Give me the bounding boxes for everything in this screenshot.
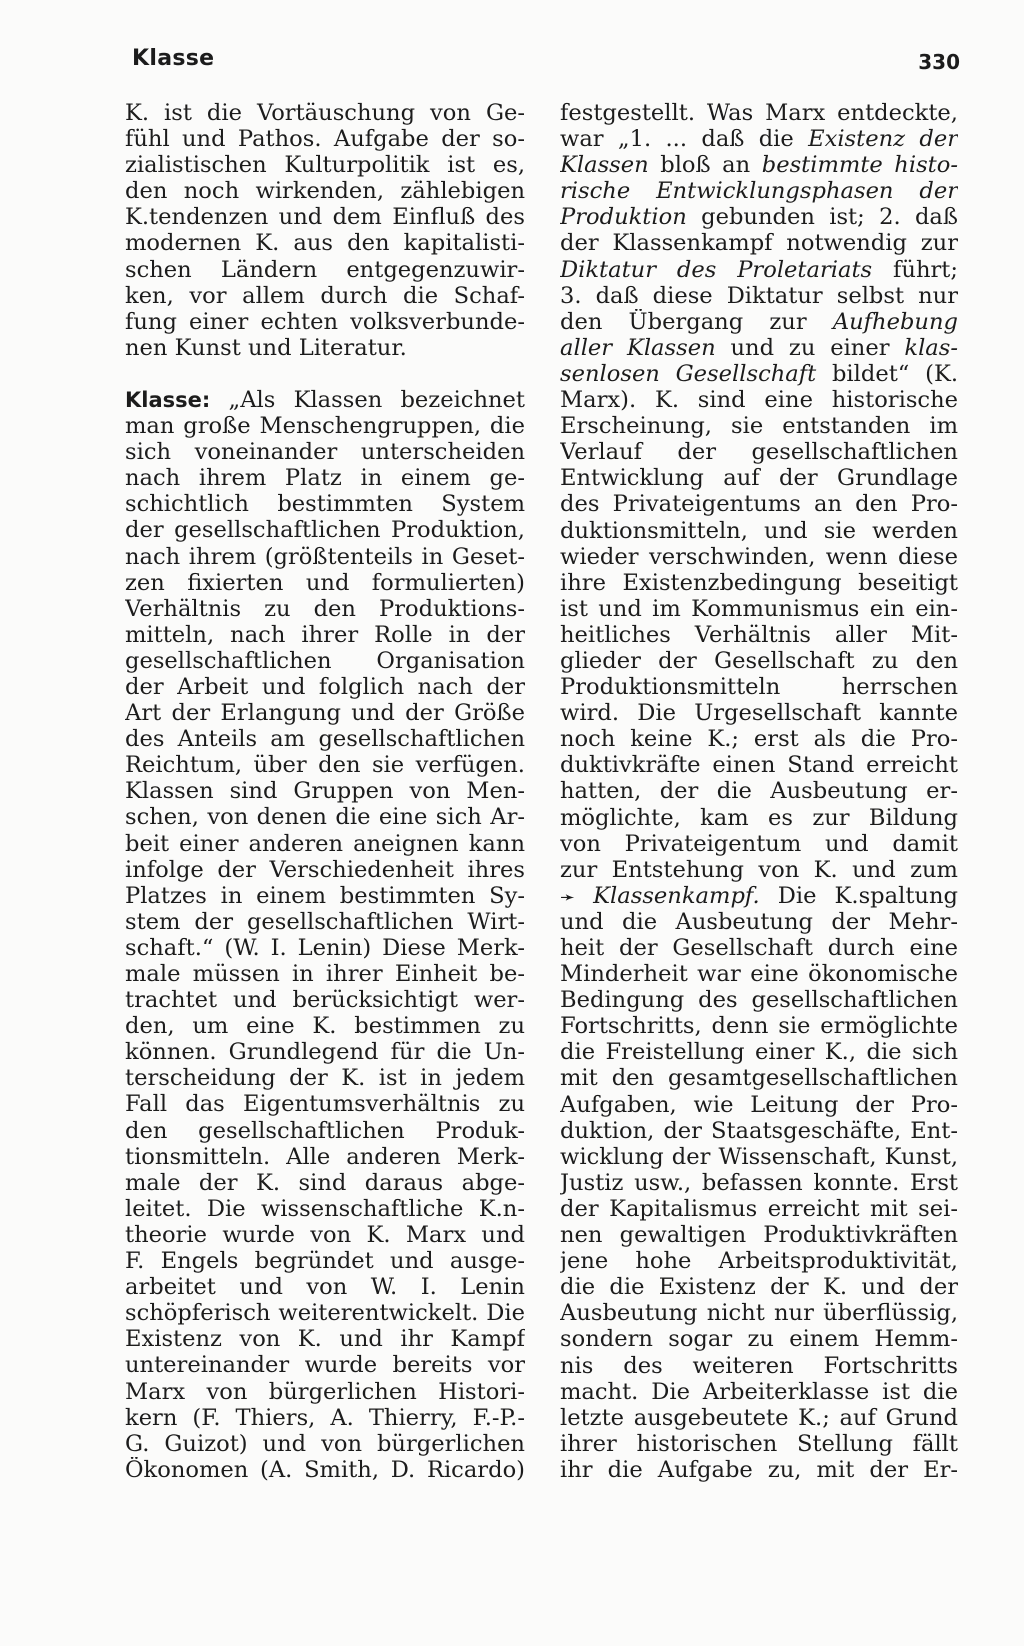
- text-line: der gesellschaftlichen Produktion,: [125, 517, 525, 544]
- italic-span: klas-: [904, 334, 958, 361]
- text-span: und zu einer: [730, 334, 890, 361]
- text-line: nach ihrem (größtenteils in Geset-: [125, 543, 525, 570]
- italic-span: Diktatur des Proletariats: [560, 256, 873, 283]
- text-line: Entwicklung auf der Grundlage: [560, 465, 958, 492]
- text-line: Justiz usw., befassen konnte. Erst: [560, 1169, 958, 1196]
- text-line: duktivkräfte einen Stand erreicht: [560, 752, 958, 779]
- text-line: des Privateigentums an den Pro-: [560, 491, 958, 518]
- text-line: ken, vor allem durch die Schaf-: [125, 282, 525, 309]
- text-line: rische Entwicklungsphasen der: [560, 178, 958, 205]
- text-line: fühl und Pathos. Aufgabe der so-: [125, 126, 525, 153]
- text-line: heit der Gesellschaft durch eine: [560, 935, 958, 961]
- italic-span: Produktion: [560, 204, 687, 231]
- text-line: Verlauf der gesellschaftlichen: [560, 439, 958, 466]
- text-line: mit den gesamtgesellschaftlichen: [560, 1065, 958, 1092]
- text-span: Die K.spaltung: [777, 882, 958, 909]
- text-span: den Übergang zur: [560, 308, 807, 335]
- text-line: Aufgaben, wie Leitung der Pro-: [560, 1091, 958, 1118]
- text-line: Existenz von K. und ihr Kampf: [125, 1326, 525, 1353]
- text-line: [560, 335, 958, 361]
- right-text-block-a: [560, 387, 958, 883]
- text-line: des Anteils am gesellschaftlichen: [125, 726, 525, 753]
- text-line: Fortschritts, denn sie ermöglichte: [560, 1013, 958, 1040]
- text-span: war „1. ... daß die: [560, 126, 794, 153]
- text-line: ihre Existenzbedingung beseitigt: [560, 569, 958, 596]
- text-line: ihrer historischen Stellung fällt: [560, 1430, 958, 1457]
- text-line: können. Grundlegend für die Un-: [125, 1039, 525, 1066]
- text-line: duktion, der Staatsgeschäfte, Ent-: [560, 1117, 958, 1144]
- text-line: Marx von bürgerlichen Histori-: [125, 1378, 525, 1405]
- text-span: bildet“ (K.: [831, 360, 958, 387]
- text-line: fung einer echten volksverbunde-: [125, 308, 525, 335]
- text-line: [560, 309, 958, 335]
- text-line: schen, von denen die eine sich Ar-: [125, 804, 525, 831]
- previous-entry-end: [125, 100, 525, 361]
- text-line: zen fixierten und formulierten): [125, 569, 525, 596]
- text-line: Platzes in einem bestimmten Sy-: [125, 882, 525, 909]
- text-line: hatten, der die Ausbeutung er-: [560, 778, 958, 805]
- text-line: schichtlich bestimmten System: [125, 491, 525, 518]
- text-line: nen Kunst und Literatur.: [125, 334, 407, 361]
- text-line: Art der Erlangung und der Größe: [125, 700, 525, 727]
- right-column: [560, 100, 958, 1483]
- right-text-block-b: [560, 909, 958, 1483]
- text-span: gebunden ist; 2. daß: [701, 204, 958, 231]
- text-line: male der K. sind daraus abge-: [125, 1169, 525, 1196]
- cross-reference-arrow-icon: ➛: [560, 886, 576, 908]
- text-line: K. ist die Vortäuschung von Ge-: [125, 100, 525, 126]
- text-line: letzte ausgebeutete K.; auf Grund: [560, 1404, 958, 1431]
- text-span: bloß an: [660, 152, 751, 179]
- text-line: duktionsmitteln, und sie werden: [560, 517, 958, 544]
- text-line: und die Ausbeutung der Mehr-: [560, 908, 958, 935]
- text-line: arbeitet und von W. I. Lenin: [125, 1274, 525, 1301]
- text-line: nach ihrem Platz in einem ge-: [125, 465, 525, 492]
- running-head: Klasse: [132, 46, 215, 71]
- text-line: den noch wirkenden, zählebigen: [125, 178, 525, 205]
- text-line: der Kapitalismus erreicht mit sei-: [560, 1195, 958, 1222]
- text-line: schaft.“ (W. I. Lenin) Diese Merk-: [125, 934, 525, 961]
- text-line: Ökonomen (A. Smith, D. Ricardo): [125, 1456, 525, 1483]
- italic-span: Aufhebung: [832, 308, 958, 335]
- italic-span: bestimmte histo-: [761, 152, 958, 179]
- entry-separator: [125, 361, 525, 387]
- text-line: gesellschaftlichen Organisation: [125, 647, 525, 674]
- text-line: sondern sogar zu einem Hemm-: [560, 1326, 958, 1353]
- text-line: Bedingung des gesellschaftlichen: [560, 987, 958, 1014]
- page-header: [132, 46, 960, 80]
- text-span: führt;: [893, 256, 958, 283]
- text-line: K.tendenzen und dem Einfluß des: [125, 204, 525, 231]
- text-line: nen gewaltigen Produktivkräften: [560, 1222, 958, 1249]
- page-number: 330: [918, 50, 960, 74]
- text-line: Produktionsmitteln herrschen: [560, 674, 958, 701]
- text-line: festgestellt. Was Marx entdeckte,: [560, 100, 958, 126]
- text-line: male müssen in ihrer Einheit be-: [125, 961, 525, 987]
- text-line: ist und im Kommunismus ein ein-: [560, 595, 958, 622]
- entry-body-left: [125, 413, 525, 1483]
- text-line: untereinander wurde bereits vor: [125, 1352, 525, 1379]
- text-line: leitet. Die wissenschaftliche K.n-: [125, 1195, 525, 1222]
- text-line: die Freistellung einer K., die sich: [560, 1039, 958, 1066]
- text-line: wicklung der Wissenschaft, Kunst,: [560, 1143, 958, 1170]
- text-line: noch keine K.; erst als die Pro-: [560, 726, 958, 753]
- text-line: kern (F. Thiers, A. Thierry, F.-P.-: [125, 1404, 525, 1431]
- text-line: der Klassenkampf notwendig zur: [560, 230, 958, 257]
- italic-span: Klassen: [560, 152, 649, 179]
- text-line: nis des weiteren Fortschritts: [560, 1352, 958, 1379]
- text-line: wieder verschwinden, wenn diese: [560, 543, 958, 570]
- text-line: modernen K. aus den kapitalisti-: [125, 230, 525, 257]
- text-line: beit einer anderen aneignen kann: [125, 830, 525, 857]
- italic-span: aller Klassen: [560, 334, 716, 361]
- text-line: Marx). K. sind eine historische: [560, 387, 958, 414]
- text-line: macht. Die Arbeiterklasse ist die: [560, 1378, 958, 1405]
- text-line: zialistischen Kulturpolitik ist es,: [125, 152, 525, 179]
- text-line: Ausbeutung nicht nur überflüssig,: [560, 1300, 958, 1327]
- text-line: tionsmitteln. Alle anderen Merk-: [125, 1143, 525, 1170]
- text-line: Klassen sind Gruppen von Men-: [125, 778, 525, 805]
- text-line: stem der gesellschaftlichen Wirt-: [125, 908, 525, 935]
- lemma-klasse: Klasse:: [125, 387, 211, 412]
- text-line: Erscheinung, sie entstanden im: [560, 413, 958, 440]
- text-line: sich voneinander unterscheiden: [125, 439, 525, 466]
- italic-span: Existenz der: [808, 126, 958, 153]
- text-line: der Arbeit und folglich nach der: [125, 673, 525, 700]
- text-line: die die Existenz der K. und der: [560, 1274, 958, 1301]
- left-column: [125, 100, 525, 1483]
- text-line: Reichtum, über den sie verfügen.: [125, 752, 525, 779]
- text-line: [560, 361, 958, 387]
- text-line: glieder der Gesellschaft zu den: [560, 647, 958, 674]
- text-line: G. Guizot) und von bürgerlichen: [125, 1430, 525, 1457]
- italic-span: senlosen Gesellschaft: [560, 360, 817, 387]
- text-line: von Privateigentum und damit: [560, 830, 958, 857]
- text-line: Fall das Eigentumsverhältnis zu: [125, 1091, 525, 1118]
- text-line: theorie wurde von K. Marx und: [125, 1221, 525, 1248]
- text-line: mitteln, nach ihrer Rolle in der: [125, 621, 525, 648]
- text-line: den, um eine K. bestimmen zu: [125, 1013, 525, 1040]
- text-line: heitliches Verhältnis aller Mit-: [560, 621, 958, 648]
- text-line: [560, 204, 958, 230]
- text-line: [560, 126, 958, 152]
- text-line: trachtet und berücksichtigt wer-: [125, 987, 525, 1014]
- text-line: 3. daß diese Diktatur selbst nur: [560, 282, 958, 309]
- text-line: Verhältnis zu den Produktions-: [125, 595, 525, 622]
- text-line: infolge der Verschiedenheit ihres: [125, 856, 525, 883]
- text-line: schen Ländern entgegenzuwir-: [125, 256, 525, 283]
- text-line: zur Entstehung von K. und zum: [560, 856, 958, 883]
- cross-reference-line: [560, 883, 958, 909]
- text-line: [560, 257, 958, 283]
- text-line: jene hohe Arbeitsproduktivität,: [560, 1248, 958, 1275]
- entry-klasse: [125, 387, 525, 1483]
- text-line: den gesellschaftlichen Produk-: [125, 1117, 525, 1144]
- cross-reference-link[interactable]: Klassenkampf.: [593, 882, 760, 909]
- text-line: man große Menschengruppen, die: [125, 413, 525, 440]
- text-line: Minderheit war eine ökonomische: [560, 961, 958, 988]
- text-line: terscheidung der K. ist in jedem: [125, 1065, 525, 1092]
- text-line: ihr die Aufgabe zu, mit der Er-: [560, 1456, 958, 1483]
- entry-first-line-text: „Als Klassen bezeichnet: [228, 386, 525, 413]
- entry-first-line: [125, 387, 525, 413]
- text-line: schöpferisch weiterentwickelt. Die: [125, 1300, 525, 1327]
- text-line: [560, 152, 958, 178]
- text-line: wird. Die Urgesellschaft kannte: [560, 700, 958, 727]
- text-line: möglichte, kam es zur Bildung: [560, 804, 958, 831]
- text-line: F. Engels begründet und ausge-: [125, 1248, 525, 1275]
